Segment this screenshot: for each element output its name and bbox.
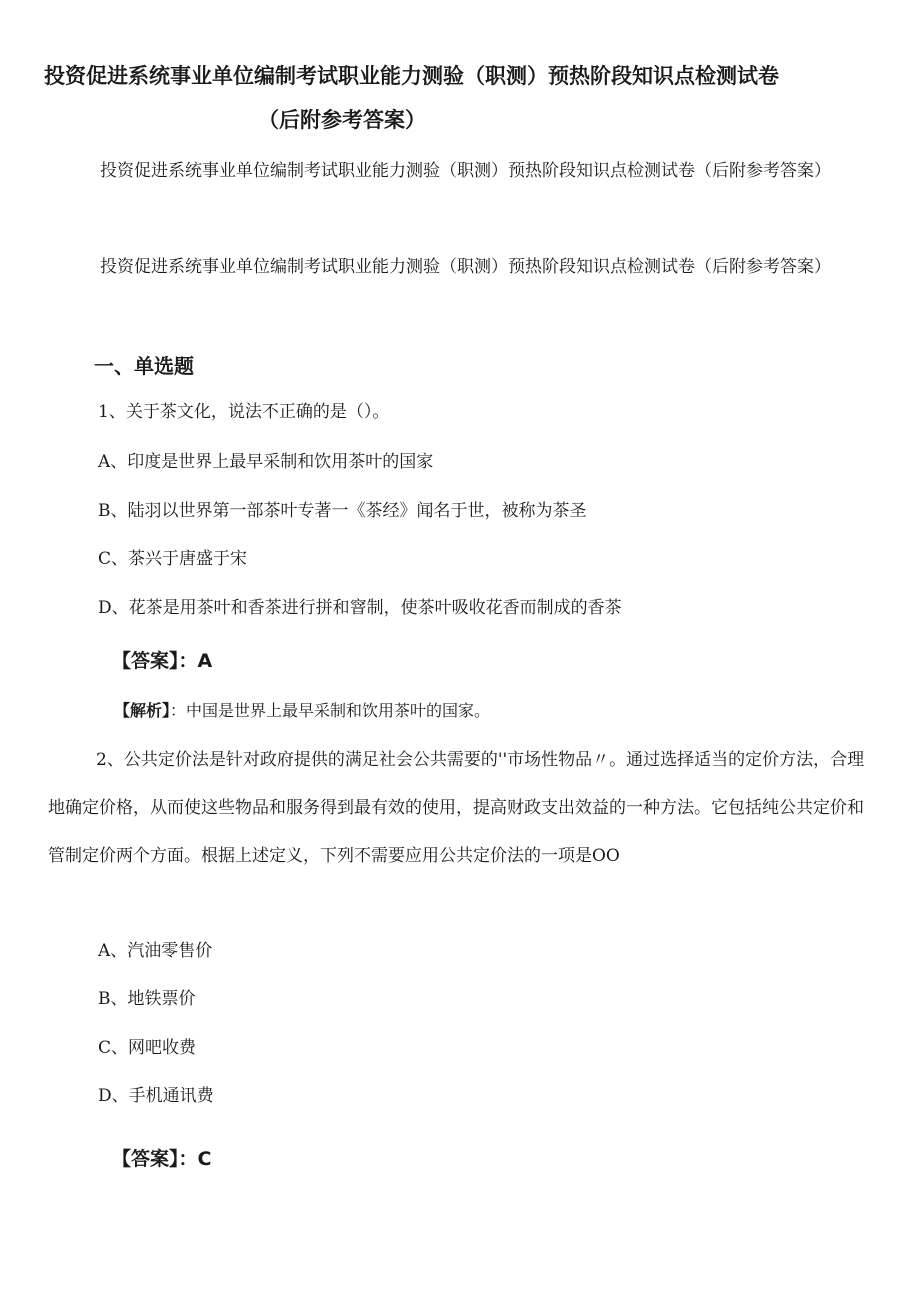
document-title-subline: （后附参考答案） <box>258 108 426 132</box>
question-option: A、印度是世界上最早采制和饮用茶叶的国家 <box>98 452 434 472</box>
question-option: D、花茶是用茶叶和香茶进行拼和窨制，使茶叶吸收花香而制成的香茶 <box>98 598 622 618</box>
intro-paragraph: 投资促进系统事业单位编制考试职业能力测验（职测）预热阶段知识点检测试卷（后附参考答案） <box>100 161 831 181</box>
question-stem: 1、关于茶文化，说法不正确的是（）。 <box>98 402 390 422</box>
question-option: B、地铁票价 <box>98 989 196 1009</box>
section-heading: 一、单选题 <box>94 354 194 378</box>
question-option: D、手机通讯费 <box>98 1086 214 1106</box>
answer-line: 【答案】：A <box>112 650 213 672</box>
document-title: 投资促进系统事业单位编制考试职业能力测验（职测）预热阶段知识点检测试卷 <box>44 64 779 88</box>
analysis-text: ：中国是世界上最早采制和饮用茶叶的国家。 <box>170 701 491 720</box>
question-option: C、网吧收费 <box>98 1038 197 1058</box>
analysis-line <box>114 696 490 726</box>
question-option: A、汽油零售价 <box>98 941 213 961</box>
question-option: C、茶兴于唐盛于宋 <box>98 549 248 569</box>
question-stem: 2、公共定价法是针对政府提供的满足社会公共需要的''市场性物品〃。通过选择适当的定价方法，合理地确定价格，从而使这些物品和服务得到最有效的使用，提高财政支出效益的一种方法。它包括纯公共定价和管制定价两个方面。根据上述定义，下列不需要应用公共定价法的一项是OO <box>48 750 865 866</box>
question-option: B、陆羽以世界第一部茶叶专著一《茶经》闻名于世，被称为茶圣 <box>98 501 587 521</box>
analysis-label: 【解析】 <box>114 701 171 720</box>
intro-paragraph: 投资促进系统事业单位编制考试职业能力测验（职测）预热阶段知识点检测试卷（后附参考答案） <box>100 257 831 277</box>
answer-line: 【答案】：C <box>112 1148 212 1170</box>
